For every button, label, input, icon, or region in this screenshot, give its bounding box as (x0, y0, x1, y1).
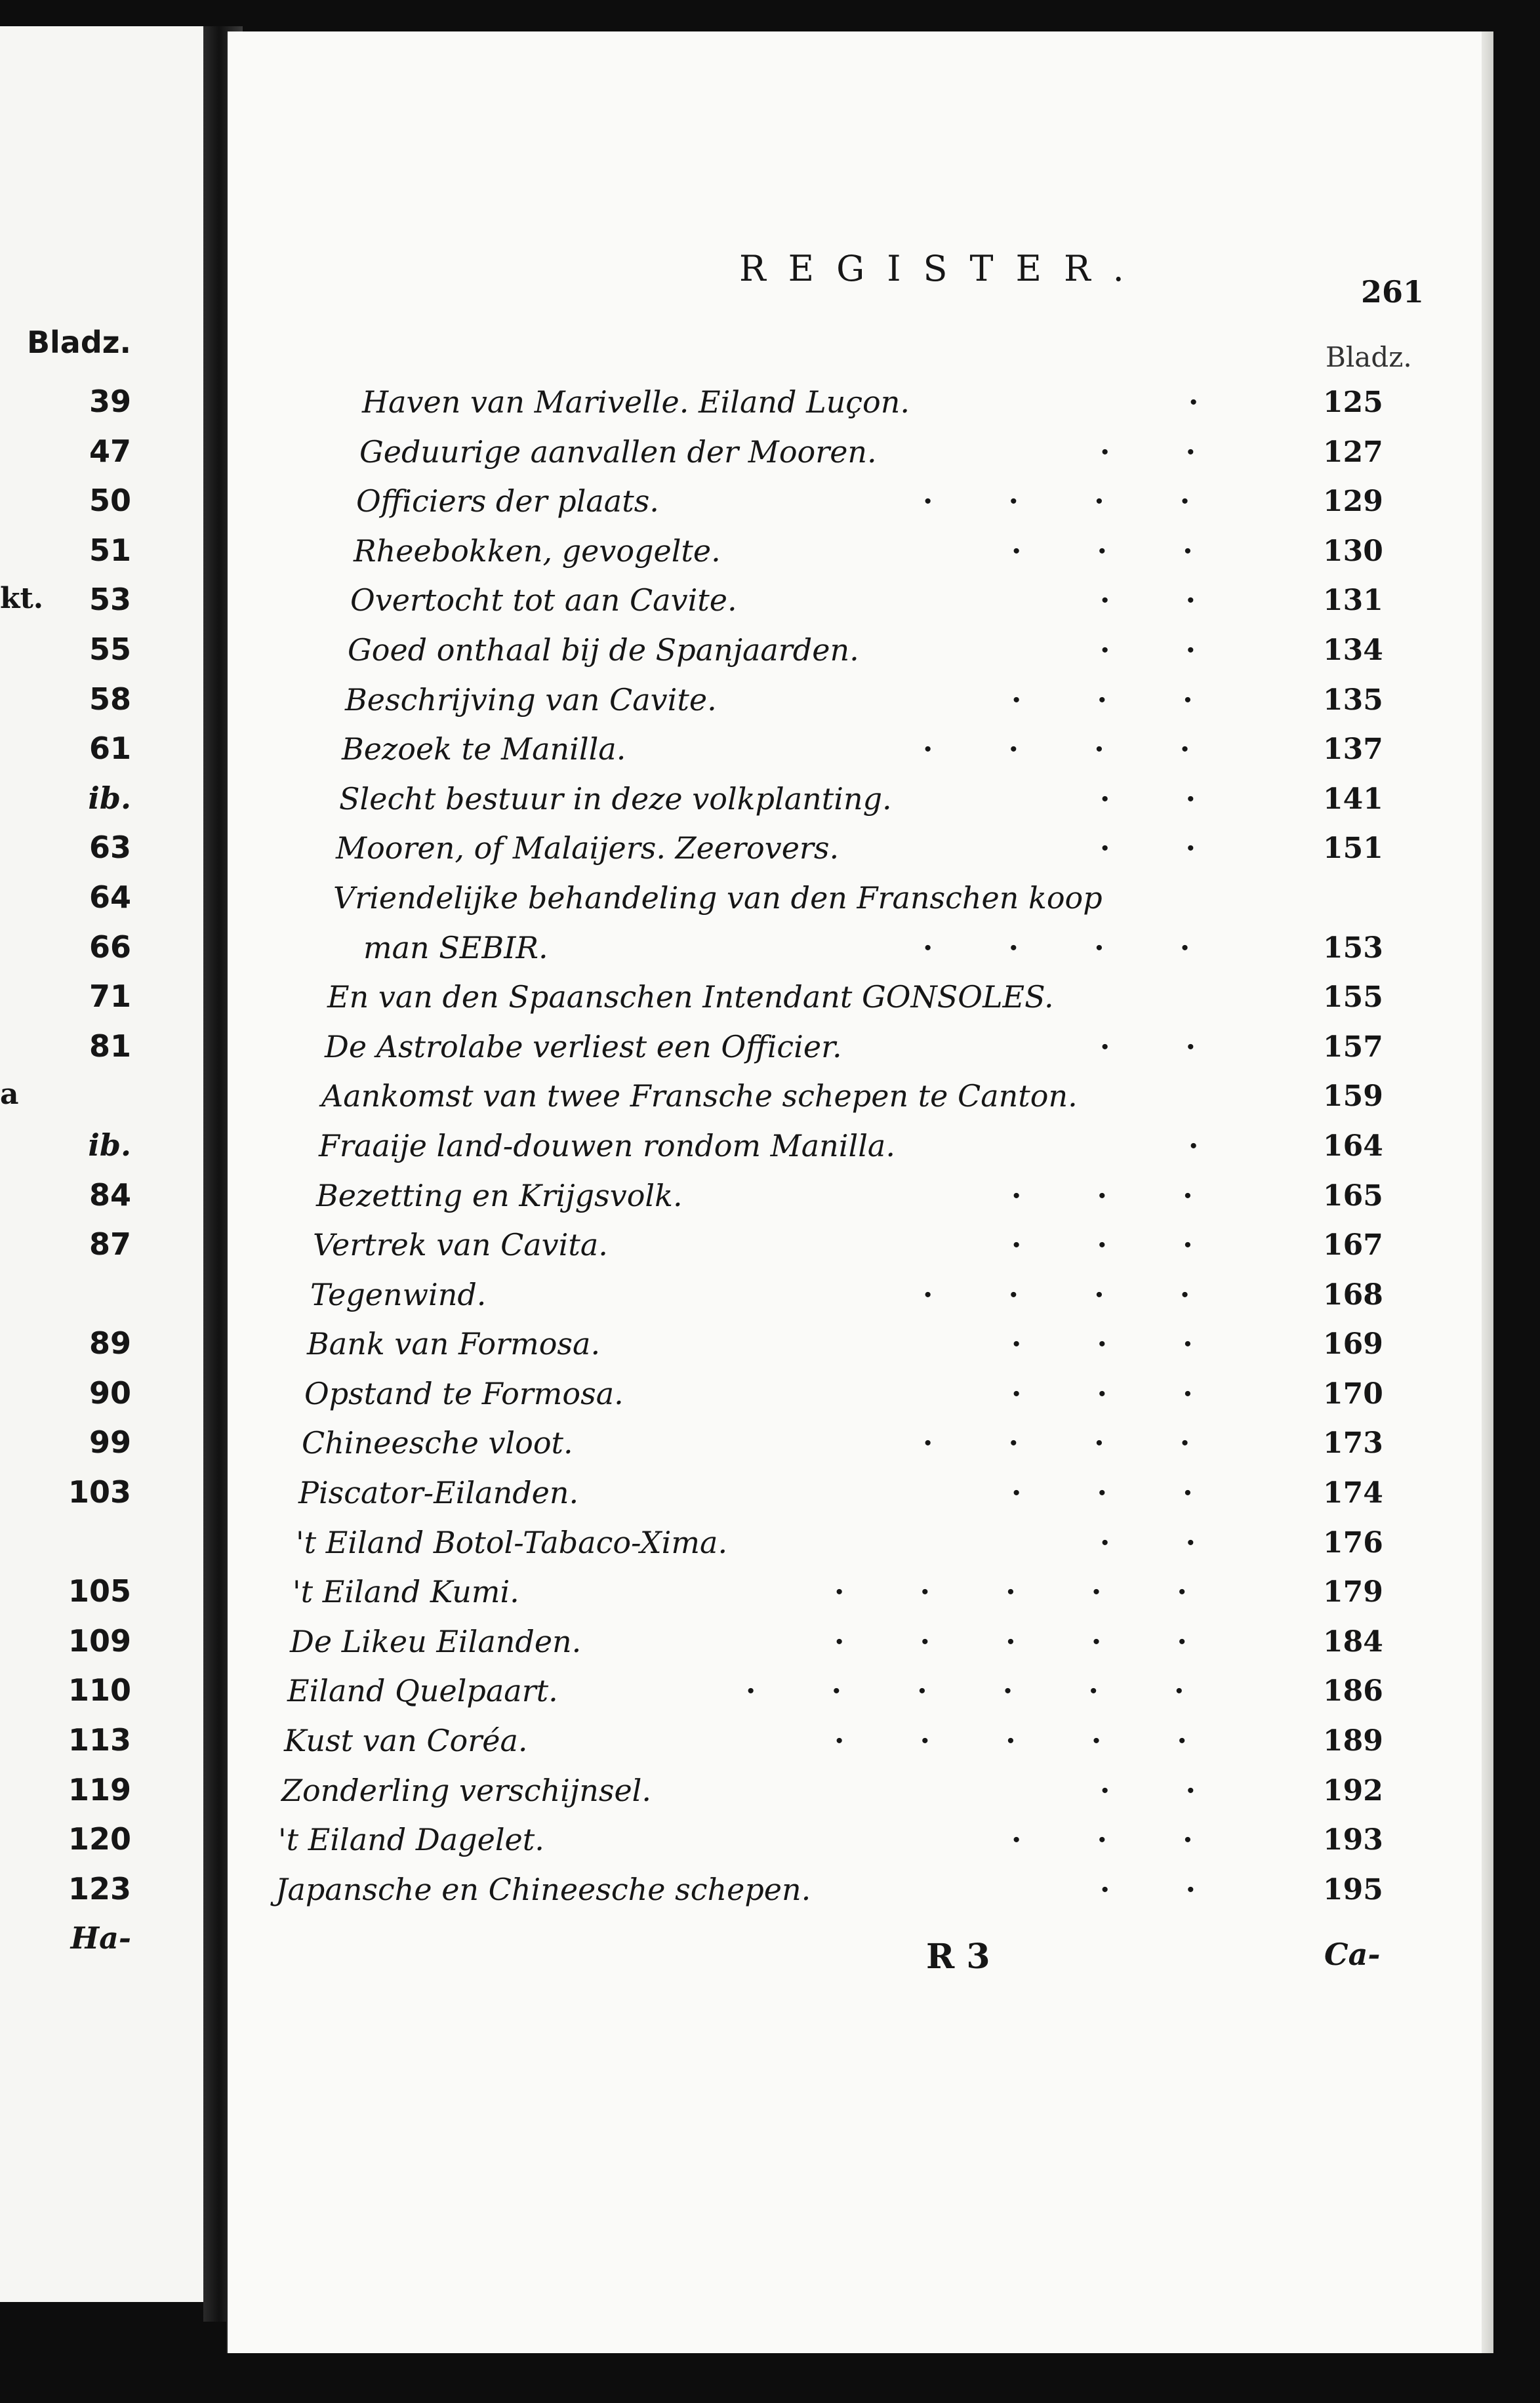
entry-title: Rheebokken, gevogelte. (354, 533, 721, 569)
register-entry (228, 1320, 1493, 1369)
register-entry (228, 1419, 1493, 1468)
leader-dots: · · (1100, 633, 1196, 667)
left-page-number: Ha- (70, 1920, 131, 1956)
register-entry (228, 626, 1493, 676)
register-entry (228, 1865, 1493, 1915)
signature-mark: R 3 (926, 1937, 990, 1977)
left-page-number: 39 (89, 384, 131, 419)
entry-page-number: 129 (1323, 485, 1383, 519)
entry-page-number: 174 (1323, 1476, 1383, 1510)
register-entry (228, 1221, 1493, 1270)
leader-dots: · · · (1011, 1476, 1193, 1510)
leader-dots: · · · · (923, 733, 1190, 767)
entry-title: Tegenwind. (310, 1276, 487, 1312)
left-page-number: 123 (68, 1870, 131, 1907)
entry-title: Kust van Coréa. (284, 1723, 528, 1759)
entry-page-number: 157 (1323, 1030, 1383, 1064)
entry-page-number: 151 (1323, 832, 1383, 866)
left-page-number: 113 (68, 1722, 131, 1758)
entry-title: Aankomst van twee Fransche schepen te Canton. (321, 1078, 1078, 1114)
entry-page-number: 164 (1323, 1129, 1383, 1163)
left-page-number: 63 (89, 830, 131, 866)
left-column-heading: Bladz. (26, 325, 131, 360)
left-page (0, 26, 203, 2302)
entry-page-number: 155 (1323, 980, 1383, 1015)
register-entry (228, 1171, 1493, 1221)
entry-page-number: 159 (1323, 1080, 1383, 1114)
register-entry (228, 1022, 1493, 1072)
entry-title: Vertrek van Cavita. (313, 1227, 608, 1263)
entry-title: 't Eiland Kumi. (293, 1574, 519, 1610)
entry-title: Officiers der plaats. (356, 483, 659, 519)
leader-dots: · · · (1011, 534, 1193, 568)
leader-dots: · · (1100, 1773, 1196, 1807)
left-page-number (0, 1071, 131, 1121)
entry-title: man SEBIR. (363, 929, 548, 965)
register-entry (228, 923, 1493, 973)
leader-dots: · · (1100, 584, 1196, 618)
register-entry (228, 1369, 1493, 1419)
register-entry (228, 1121, 1493, 1171)
running-head: REGISTER. (739, 248, 1146, 289)
left-page-number: 84 (89, 1177, 131, 1213)
leader-dots: · · · · · (834, 1625, 1187, 1659)
entry-title: Overtocht tot aan Cavite. (350, 582, 737, 618)
register-entry (228, 1815, 1493, 1865)
register-entry (228, 1666, 1493, 1716)
entry-page-number: 131 (1323, 584, 1383, 618)
entry-page-number: 192 (1323, 1773, 1383, 1807)
register-entry (228, 824, 1493, 874)
leader-dots: · (1188, 386, 1199, 419)
left-page-number: 81 (89, 1028, 131, 1064)
right-page (226, 31, 1493, 2353)
left-page-number: 47 (89, 433, 131, 469)
entry-title: En van den Spaanschen Intendant GONSOLES. (327, 979, 1054, 1015)
entry-title: Bezoek te Manilla. (342, 731, 626, 767)
leader-dots: · · · (1011, 1377, 1193, 1411)
register-entry (228, 378, 1493, 428)
leader-dots: · · (1100, 435, 1196, 469)
left-page-fragment: a (0, 1078, 19, 1112)
leader-dots: · · · · · (834, 1724, 1187, 1758)
entry-title: Eiland Quelpaart. (287, 1673, 558, 1709)
entry-title: De Likeu Eilanden. (290, 1623, 582, 1659)
entry-title: 't Eiland Dagelet. (278, 1822, 544, 1858)
register-entry (228, 477, 1493, 527)
entry-title: Slecht bestuur in deze volkplanting. (339, 780, 892, 817)
entry-title: Vriendelijke behandeling van den Franschen koop (333, 879, 1103, 916)
leader-dots: · · (1100, 1872, 1196, 1907)
register-entry (228, 1518, 1493, 1568)
leader-dots: · · · (1011, 1228, 1193, 1262)
left-page-number: 64 (89, 879, 131, 915)
register-entry (228, 428, 1493, 477)
entry-page-number: 170 (1323, 1377, 1383, 1411)
entry-title: Fraaije land-douwen rondom Manilla. (319, 1127, 895, 1163)
left-page-number: 53 (89, 582, 131, 618)
left-page-number: 50 (89, 483, 131, 519)
register-entry (228, 1617, 1493, 1667)
left-page-number: 103 (68, 1474, 131, 1510)
register-entry (228, 1716, 1493, 1766)
left-page-number: 87 (89, 1226, 131, 1262)
register-entry (228, 725, 1493, 775)
left-page-number: ib. (88, 1127, 131, 1163)
leader-dots: · · (1100, 832, 1196, 866)
left-page-number: 99 (89, 1424, 131, 1461)
entry-title: Japansche en Chineesche schepen. (275, 1871, 811, 1907)
entry-page-number: 173 (1323, 1426, 1383, 1461)
register-entry (228, 1468, 1493, 1518)
left-page-number: 89 (89, 1325, 131, 1362)
register-entry (228, 1072, 1493, 1121)
entry-page-number: 193 (1323, 1823, 1383, 1857)
entry-title: De Astrolabe verliest een Officier. (325, 1028, 842, 1064)
register-entry (228, 874, 1493, 923)
entry-page-number: 189 (1323, 1724, 1383, 1758)
leader-dots: · (1188, 1129, 1199, 1163)
entry-title: Mooren, of Malaijers. Zeerovers. (336, 830, 840, 866)
leader-dots: · · · (1011, 1327, 1193, 1362)
entry-page-number: 184 (1323, 1625, 1383, 1659)
leader-dots: · · (1100, 1525, 1196, 1560)
entry-page-number: 130 (1323, 534, 1383, 568)
left-page-number: 51 (89, 532, 131, 568)
entry-page-number: 135 (1323, 683, 1383, 717)
left-page-number: 110 (68, 1672, 131, 1708)
left-page-number: 61 (89, 731, 131, 767)
page-number: 261 (1361, 274, 1425, 310)
entry-title: Geduurige aanvallen der Mooren. (359, 434, 877, 470)
entry-page-number: 153 (1323, 931, 1383, 965)
leader-dots: · · · · (923, 485, 1190, 519)
left-page-number: 119 (68, 1771, 131, 1807)
leader-dots: · · · · (923, 931, 1190, 965)
register-entry (228, 973, 1493, 1022)
entry-page-number: 195 (1323, 1872, 1383, 1907)
register-entry (228, 1766, 1493, 1816)
left-page-number: 66 (89, 929, 131, 965)
leader-dots: · · · · · · (746, 1674, 1185, 1708)
entry-title: Beschrijving van Cavite. (345, 681, 717, 717)
leader-dots: · · (1100, 1030, 1196, 1064)
entry-title: Zonderling verschijnsel. (281, 1772, 652, 1808)
entry-page-number: 176 (1323, 1525, 1383, 1560)
left-page-number: ib. (88, 780, 131, 816)
entry-page-number: 127 (1323, 435, 1383, 469)
register-entry (228, 676, 1493, 725)
entry-title: Opstand te Formosa. (304, 1375, 624, 1411)
register-entry (228, 1270, 1493, 1320)
entry-title: Chineesche vloot. (302, 1425, 573, 1461)
entry-page-number: 169 (1323, 1327, 1383, 1362)
entry-page-number: 165 (1323, 1179, 1383, 1213)
left-page-number: 109 (68, 1623, 131, 1659)
entry-title: 't Eiland Botol-Tabaco-Xima. (296, 1524, 728, 1560)
entry-page-number: 179 (1323, 1575, 1383, 1609)
leader-dots: · · · · (923, 1426, 1190, 1461)
left-page-number: 58 (89, 681, 131, 717)
leader-dots: · · · · (923, 1278, 1190, 1312)
entry-page-number: 168 (1323, 1278, 1383, 1312)
register-entry (228, 527, 1493, 576)
left-page-number: 71 (89, 979, 131, 1015)
leader-dots: · · (1100, 782, 1196, 816)
register-entry (228, 576, 1493, 626)
entry-page-number: 186 (1323, 1674, 1383, 1708)
entry-title: Haven van Marivelle. Eiland Luçon. (362, 384, 910, 420)
entry-page-number: 125 (1323, 386, 1383, 419)
entry-title: Bezetting en Krijgsvolk. (316, 1177, 683, 1213)
left-page-number: 55 (89, 631, 131, 667)
entry-title: Bank van Formosa. (307, 1326, 601, 1362)
left-page-number: 105 (68, 1573, 131, 1609)
left-page-number (0, 1518, 131, 1567)
register-entry (228, 1567, 1493, 1617)
leader-dots: · · · · · (834, 1575, 1187, 1609)
left-page-fragment: kt. (0, 582, 44, 616)
left-page-number: 120 (68, 1821, 131, 1857)
entry-title: Goed onthaal bij de Spanjaarden. (348, 632, 859, 668)
entry-page-number: 134 (1323, 633, 1383, 667)
leader-dots: · · · (1011, 683, 1193, 717)
left-page-number (0, 1270, 131, 1320)
entry-page-number: 137 (1323, 733, 1383, 767)
entry-title: Piscator-Eilanden. (298, 1475, 579, 1511)
catchword: Ca- (1324, 1937, 1381, 1972)
register-entry (228, 775, 1493, 824)
entry-page-number: 167 (1323, 1228, 1383, 1262)
entry-page-number: 141 (1323, 782, 1383, 816)
column-heading: Bladz. (1326, 341, 1412, 373)
leader-dots: · · · (1011, 1179, 1193, 1213)
register-entries (228, 378, 1493, 1914)
left-page-number: 90 (89, 1375, 131, 1411)
leader-dots: · · · (1011, 1823, 1193, 1857)
